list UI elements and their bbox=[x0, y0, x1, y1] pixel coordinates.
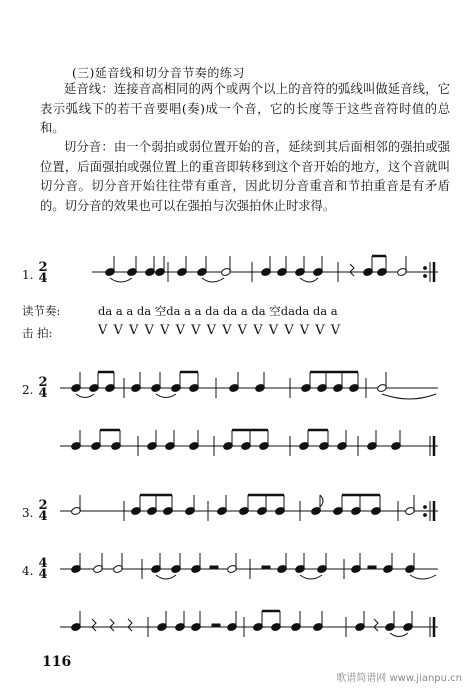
section-title: (三)延音线和切分音节奏的练习 bbox=[72, 66, 245, 80]
notes-3 bbox=[71, 495, 416, 516]
exercise-3-label: 3. bbox=[22, 506, 34, 520]
watermark-text: 歌谱简谱网 www.jianpu.cn bbox=[336, 673, 462, 684]
exercise-2-time-signature: 2 4 bbox=[38, 375, 48, 401]
notes-1 bbox=[105, 256, 408, 282]
exercise-4-time-signature: 4 4 bbox=[38, 556, 48, 582]
syncopation-definition-paragraph: 切分音：由一个弱拍或弱位置开始的音，延续到其后面相邻的强拍或强位置，后面强拍或强位置上的重音即转移到这个音开始的地方，这个音就叫切分音。切分音开始往往带有重音，因此切分音重音和节拍重音是有矛盾的。切分音的效果也可以在强拍与次强拍休止时求得。 bbox=[40, 140, 450, 213]
reading-row-label: 读节奏: bbox=[22, 304, 61, 318]
beat-row-marks: V V V V V V V V V V V V V V V V bbox=[98, 323, 342, 338]
beat-row-label: 击 拍: bbox=[22, 326, 53, 340]
notes-4a bbox=[71, 553, 436, 579]
notes-4b bbox=[71, 611, 414, 637]
notes-2b bbox=[71, 430, 402, 451]
exercise-3-time-signature: 2 4 bbox=[38, 498, 48, 524]
page-number: 116 bbox=[42, 654, 72, 670]
notes-2a bbox=[71, 372, 436, 399]
exercise-4-label: 4. bbox=[22, 564, 34, 578]
reading-row-syllables: da a a da 空da a a da da a da 空dada da a bbox=[98, 304, 338, 318]
exercise-1-time-signature: 2 4 bbox=[38, 260, 48, 286]
tie-definition-paragraph: 延音线：连接音高相同的两个或两个以上的音符的弧线叫做延音线，它表示弧线下的若干音要唱(奏)成一个音，它的长度等于这些音符时值的总和。 bbox=[40, 82, 450, 135]
exercise-1-label: 1. bbox=[22, 268, 34, 282]
exercise-2-label: 2. bbox=[22, 383, 34, 397]
